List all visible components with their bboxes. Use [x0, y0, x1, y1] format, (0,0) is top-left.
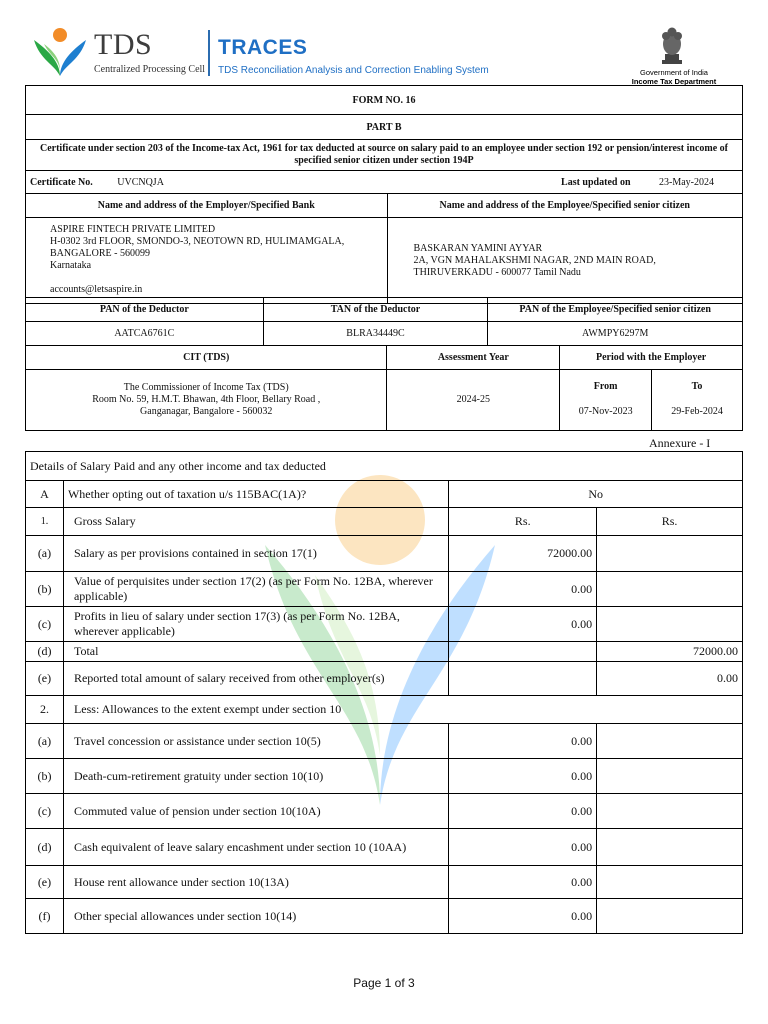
- row-label: Commuted value of pension under section 10(10A): [63, 794, 448, 829]
- certificate-cell: [26, 171, 388, 194]
- employee-address-line2: THIRUVERKADU - 600077 Tamil Nadu: [413, 266, 581, 278]
- row-amount-2: [597, 829, 743, 866]
- pan-employee-value: AWMPY6297M: [488, 322, 743, 346]
- tan-deductor-value: BLRA34449C: [263, 322, 488, 346]
- header-divider: [208, 30, 210, 76]
- pan-deductor-label: PAN of the Deductor: [26, 298, 264, 322]
- row-index: (b): [26, 572, 64, 607]
- cit-label: CIT (TDS): [26, 346, 387, 370]
- table-row: [26, 899, 743, 934]
- cit-line2: Room No. 59, H.M.T. Bhawan, 4th Floor, Bellary Road ,: [92, 393, 321, 405]
- rs-header-1: Rs.: [449, 508, 597, 536]
- row-index: (d): [26, 642, 64, 662]
- row-amount-2: [597, 607, 743, 642]
- employer-address-line1: H-0302 3rd FLOOR, SMONDO-3, NEOTOWN RD, HULIMAMGALA,: [50, 236, 345, 247]
- row-label: Value of perquisites under section 17(2) (as per Form No. 12BA, wherever applicable): [63, 572, 448, 607]
- gross-index: 1.: [26, 508, 64, 536]
- row-a-index: A: [26, 481, 64, 508]
- row-amount-2: [597, 572, 743, 607]
- employer-name: ASPIRE FINTECH PRIVATE LIMITED: [50, 224, 216, 235]
- last-updated-date: 23-May-2024: [659, 176, 714, 188]
- last-updated-cell: [387, 171, 743, 194]
- period-to-label: To: [652, 370, 743, 395]
- assessment-year-value: 2024-25: [387, 370, 560, 431]
- tan-deductor-label: TAN of the Deductor: [263, 298, 488, 322]
- details-heading: Details of Salary Paid and any other income and tax deducted: [26, 452, 743, 481]
- table-row: [26, 607, 743, 642]
- rs-header-2: Rs.: [597, 508, 743, 536]
- row-a-label: Whether opting out of taxation u/s 115BAC(1A)?: [63, 481, 448, 508]
- national-emblem-icon: [655, 24, 689, 66]
- row-amount-1: 0.00: [449, 829, 597, 866]
- row-amount-2: 72000.00: [597, 642, 743, 662]
- page-header: [0, 0, 768, 86]
- certificate-label: Certificate No.: [30, 176, 93, 188]
- annexure-label: Annexure - I: [649, 436, 711, 450]
- cit-line1: The Commissioner of Income Tax (TDS): [123, 381, 289, 393]
- page-number: Page 1 of 3: [353, 976, 415, 990]
- row-amount-1: 0.00: [449, 759, 597, 794]
- row-amount-1: [449, 642, 597, 662]
- row-amount-1: 0.00: [449, 572, 597, 607]
- employer-header: Name and address of the Employer/Specified Bank: [26, 194, 388, 218]
- tds-brand: TDS: [94, 28, 153, 61]
- table-row: [26, 572, 743, 607]
- goi-line2: Income Tax Department: [631, 77, 717, 86]
- row-amount-1: 0.00: [449, 866, 597, 899]
- row-index: (a): [26, 724, 64, 759]
- row-index: (b): [26, 759, 64, 794]
- row-amount-1: 0.00: [449, 724, 597, 759]
- row-amount-2: [597, 724, 743, 759]
- period-label: Period with the Employer: [560, 346, 743, 370]
- employee-address: [387, 218, 743, 304]
- employer-email: accounts@letsaspire.in: [50, 284, 143, 295]
- row-label: Death-cum-retirement gratuity under section 10(10): [63, 759, 448, 794]
- pan-tan-table: [25, 297, 743, 346]
- pan-employee-label: PAN of the Employee/Specified senior citizen: [488, 298, 743, 322]
- employee-name: BASKARAN YAMINI AYYAR: [413, 242, 543, 254]
- employer-address-line2: BANGALORE - 560099: [50, 248, 150, 259]
- row-label: Total: [63, 642, 448, 662]
- certificate-description: Certificate under section 203 of the Income-tax Act, 1961 for tax deducted at source on salary paid to an employee under section 192 or pension/interest income of specified senior citizen under section 194P: [26, 140, 743, 171]
- table-row: [26, 724, 743, 759]
- row-index: (a): [26, 536, 64, 572]
- row-label: Travel concession or assistance under section 10(5): [63, 724, 448, 759]
- salary-details-table: [25, 451, 743, 934]
- employer-address: [26, 218, 388, 304]
- row-label: Profits in lieu of salary under section 17(3) (as per Form No. 12BA, wherever applicable): [63, 607, 448, 642]
- employer-state: Karnataka: [50, 260, 92, 271]
- cit-line3: Ganganagar, Bangalore - 560032: [140, 405, 273, 417]
- traces-subtitle: TDS Reconciliation Analysis and Correction Enabling System: [218, 65, 489, 76]
- table-row: [26, 662, 743, 696]
- tds-subtitle: Centralized Processing Cell: [94, 64, 206, 75]
- form-header-table: [25, 85, 743, 304]
- certificate-number: UVCNQJA: [117, 176, 164, 188]
- period-from-label: From: [560, 370, 652, 395]
- row-amount-1: [449, 662, 597, 696]
- row-index: (e): [26, 662, 64, 696]
- assessment-year-label: Assessment Year: [387, 346, 560, 370]
- row-label: Reported total amount of salary received from other employer(s): [63, 662, 448, 696]
- row-amount-2: [597, 759, 743, 794]
- row-label: House rent allowance under section 10(13A): [63, 866, 448, 899]
- period-from-value: 07-Nov-2023: [560, 394, 652, 430]
- row-amount-1: 0.00: [449, 607, 597, 642]
- last-updated-label: Last updated on: [561, 176, 631, 188]
- less-index: 2.: [26, 696, 64, 724]
- row-amount-2: [597, 866, 743, 899]
- row-amount-2: [597, 536, 743, 572]
- row-amount-2: [597, 794, 743, 829]
- cit-address: [26, 370, 387, 431]
- row-amount-1: 72000.00: [449, 536, 597, 572]
- row-label: Cash equivalent of leave salary encashment under section 10 (10AA): [63, 829, 448, 866]
- row-index: (c): [26, 607, 64, 642]
- table-row: [26, 794, 743, 829]
- row-amount-1: 0.00: [449, 899, 597, 934]
- less-label: Less: Allowances to the extent exempt under section 10: [63, 696, 742, 724]
- row-index: (d): [26, 829, 64, 866]
- row-index: (c): [26, 794, 64, 829]
- tds-logo-icon: [30, 26, 90, 78]
- table-row: [26, 536, 743, 572]
- goi-label: [620, 68, 728, 86]
- row-index: (f): [26, 899, 64, 934]
- cit-table: [25, 345, 743, 431]
- employee-address-line1: 2A, VGN MAHALAKSHMI NAGAR, 2ND MAIN ROAD,: [413, 254, 656, 266]
- gross-label: Gross Salary: [63, 508, 448, 536]
- row-amount-2: 0.00: [597, 662, 743, 696]
- table-row: [26, 866, 743, 899]
- table-row: [26, 759, 743, 794]
- period-to-value: 29-Feb-2024: [652, 394, 743, 430]
- part-title: PART B: [26, 115, 743, 140]
- row-label: Other special allowances under section 10(14): [63, 899, 448, 934]
- row-label: Salary as per provisions contained in section 17(1): [63, 536, 448, 572]
- row-amount-1: 0.00: [449, 794, 597, 829]
- traces-brand: TRACES: [218, 36, 308, 59]
- goi-line1: Government of India: [640, 68, 708, 77]
- row-index: (e): [26, 866, 64, 899]
- employee-header: Name and address of the Employee/Specified senior citizen: [387, 194, 743, 218]
- pan-deductor-value: AATCA6761C: [26, 322, 264, 346]
- table-row: [26, 642, 743, 662]
- row-a-value: No: [449, 481, 743, 508]
- table-row: [26, 829, 743, 866]
- row-amount-2: [597, 899, 743, 934]
- form-title: FORM NO. 16: [26, 86, 743, 115]
